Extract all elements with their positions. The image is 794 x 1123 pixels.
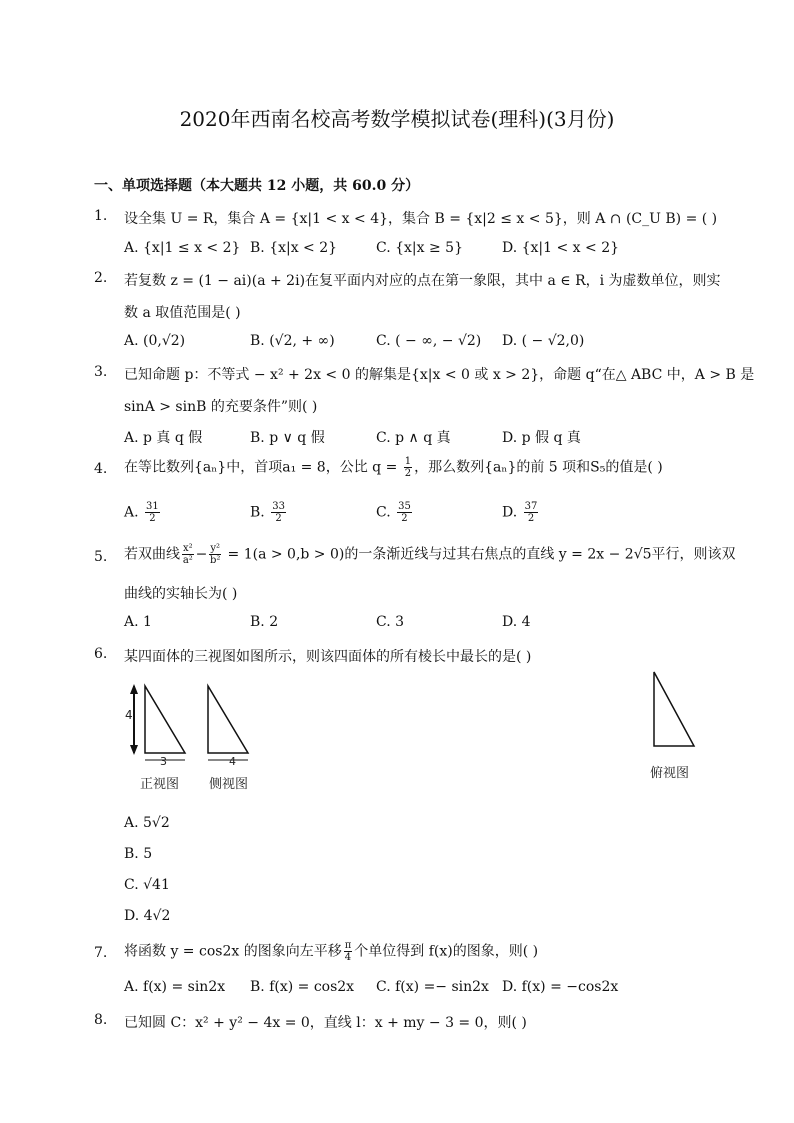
option-a: A. 1: [124, 614, 152, 630]
option-c: C. f(x) =− sin2x: [376, 979, 489, 995]
dimension-label: 4: [125, 708, 133, 722]
option-a: A. p 真 q 假: [124, 430, 203, 446]
front-view-label: 正视图: [140, 777, 180, 792]
question-text: 已知命题 p：不等式 − x² + 2x < 0 的解集是{x|x < 0 或 x > 2}，命题 q“在△ ABC 中，A > B 是: [124, 367, 755, 383]
option-a: A. 5√2: [124, 815, 170, 831]
question-number: 3.: [94, 364, 108, 380]
top-view-triangle: [654, 672, 694, 746]
top-view-label: 俯视图: [650, 766, 690, 781]
top-view-figure: [648, 668, 700, 752]
question-text: 设全集 U = R，集合 A = {x|1 < x < 4}，集合 B = {x|2 ≤ x < 5}，则 A ∩ (C_U B) = ( ): [124, 211, 718, 227]
dimension-label: 4: [229, 755, 236, 768]
option-b: B. f(x) = cos2x: [250, 979, 355, 995]
question-text: 曲线的实轴长为( ): [124, 586, 238, 602]
option-a: A. f(x) = sin2x: [124, 979, 226, 995]
section-heading: 一、单项选择题（本大题共 12 小题，共 60.0 分）: [94, 178, 420, 194]
option-a: A. $\frac{31}{2}$: [124, 501, 159, 524]
option-d: D. p 假 q 真: [502, 430, 581, 446]
question-number: 4.: [94, 461, 108, 477]
question-text: sinA > sinB 的充要条件”则( ): [124, 399, 318, 415]
side-view-label: 侧视图: [209, 777, 249, 792]
question-text-part: ，那么数列{aₙ}的前 5 项和S₅的值是( ): [414, 459, 663, 476]
question-number: 6.: [94, 646, 108, 662]
denominator: 2: [404, 468, 412, 479]
option-b: B. $\frac{33}{2}$: [250, 501, 285, 524]
option-b: B. 5: [124, 846, 153, 862]
question-text: 数 a 取值范围是( ): [124, 305, 241, 321]
option-c: C. 3: [376, 614, 405, 630]
numerator: 1: [404, 456, 412, 467]
option-d: D. f(x) = −cos2x: [502, 979, 619, 995]
question-number: 5.: [94, 549, 108, 565]
page-title: 2020年西南名校高考数学模拟试卷(理科)(3月份): [179, 107, 615, 131]
question-text: 将函数 y = cos2x 的图象向左平移 $\frac{\pi}{4}$ 个单位得到 f(x)的图象，则( ): [124, 940, 539, 963]
option-b: B. {x|x < 2}: [250, 240, 338, 256]
question-number: 8.: [94, 1012, 108, 1028]
option-d: D. 4√2: [124, 908, 171, 924]
option-a: A. (0,√2): [124, 333, 186, 349]
question-number: 1.: [94, 208, 108, 224]
question-text: 某四面体的三视图如图所示，则该四面体的所有棱长中最长的是( ): [124, 649, 532, 665]
option-d: D. 4: [502, 614, 531, 630]
arrow-down-icon: [130, 745, 138, 755]
side-view-triangle: [208, 686, 248, 753]
option-c: C. √41: [124, 877, 170, 893]
question-number: 7.: [94, 945, 108, 961]
arrow-up-icon: [130, 684, 138, 694]
fraction: [404, 456, 412, 479]
option-d: D. $\frac{37}{2}$: [502, 501, 538, 524]
dimension-label: 3: [160, 755, 167, 768]
question-text: 若复数 z = (1 − ai)(a + 2i)在复平面内对应的点在第一象限，其中 a ∈ R，i 为虚数单位，则实: [124, 273, 721, 289]
question-text: 若双曲线 $\frac{\text{x²}}{\text{a²}}$ − $\frac{\text{y²}}{\text{b²}}$ = 1(a > 0,b > 0)的一条渐近线与过其右焦点的直线 y = 2x − 2√5平行，则该双: [124, 543, 736, 566]
question-number: 2.: [94, 270, 108, 286]
option-c: C. {x|x ≥ 5}: [376, 240, 463, 256]
question-text: [124, 456, 663, 479]
option-c: C. $\frac{35}{2}$: [376, 501, 411, 524]
option-a: A. {x|1 ≤ x < 2}: [124, 240, 241, 256]
option-b: B. p ∨ q 假: [250, 430, 325, 446]
option-d: D. {x|1 < x < 2}: [502, 240, 620, 256]
question-text: 已知圆 C：x² + y² − 4x = 0，直线 l：x + my − 3 = 0，则( ): [124, 1015, 527, 1031]
three-view-figure: [120, 678, 260, 770]
option-d: D. ( − √2,0): [502, 333, 585, 349]
option-b: B. 2: [250, 614, 279, 630]
option-c: C. p ∧ q 真: [376, 430, 451, 446]
front-view-triangle: [145, 686, 185, 753]
option-b: B. (√2, + ∞): [250, 333, 335, 349]
option-c: C. ( − ∞, − √2): [376, 333, 482, 349]
question-text-part: 在等比数列{aₙ}中，首项a₁ = 8，公比 q =: [124, 459, 402, 476]
